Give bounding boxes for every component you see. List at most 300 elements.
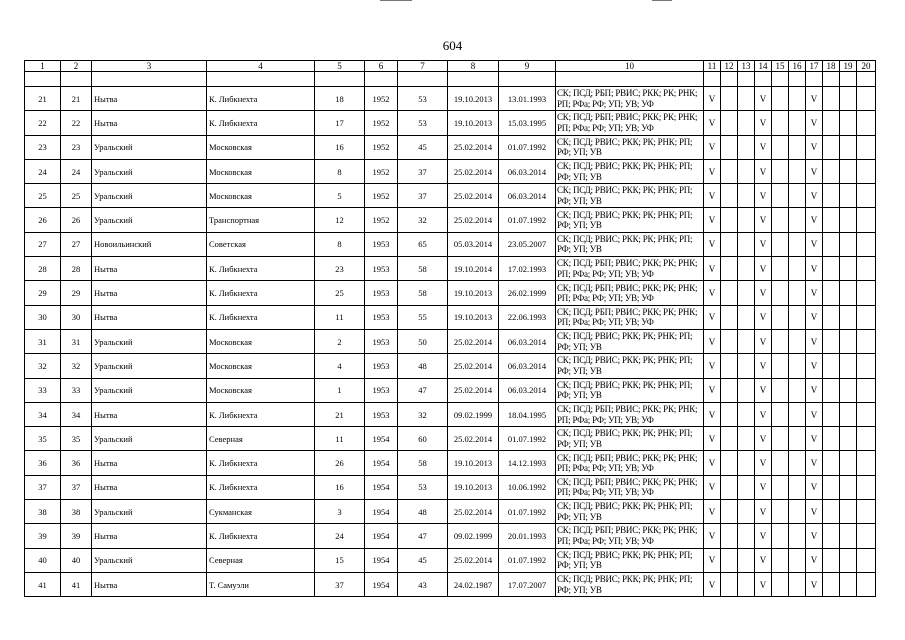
mark-cell-16 bbox=[789, 500, 806, 524]
street-cell: К. Либкнехта bbox=[207, 305, 315, 329]
mark-cell-11: V bbox=[704, 305, 721, 329]
mark-cell-14: V bbox=[755, 402, 772, 426]
codes-cell: СК; ПСД; РВИС; РКК; РК; РНК; РП; РФ; УП; УВ bbox=[556, 329, 704, 353]
cell-col-1: 35 bbox=[25, 427, 61, 451]
mark-cell-14: V bbox=[755, 524, 772, 548]
cell-col-1: 23 bbox=[25, 135, 61, 159]
cell-col-2: 41 bbox=[61, 572, 92, 596]
mark-cell-13 bbox=[738, 524, 755, 548]
mark-cell-18 bbox=[823, 572, 840, 596]
cell-col-1: 24 bbox=[25, 159, 61, 183]
mark-cell-17: V bbox=[806, 159, 823, 183]
cell-col-8: 25.02.2014 bbox=[448, 184, 499, 208]
cell-col-7: 45 bbox=[398, 135, 448, 159]
cell-col-7: 55 bbox=[398, 305, 448, 329]
mark-cell-17: V bbox=[806, 111, 823, 135]
mark-cell-16 bbox=[789, 208, 806, 232]
mark-cell-12 bbox=[721, 257, 738, 281]
cell-col-5: 4 bbox=[315, 354, 365, 378]
settlement-cell: Нытва bbox=[92, 475, 207, 499]
mark-cell-19 bbox=[840, 281, 857, 305]
mark-cell-15 bbox=[772, 451, 789, 475]
codes-cell: СК; ПСД; РВИС; РКК; РК; РНК; РП; РФ; УП; УВ bbox=[556, 135, 704, 159]
mark-cell-15 bbox=[772, 500, 789, 524]
table-row bbox=[25, 208, 876, 232]
settlement-cell: Уральский bbox=[92, 135, 207, 159]
column-header-18: 18 bbox=[823, 61, 840, 72]
cell-col-6: 1954 bbox=[365, 427, 398, 451]
cell-col-6: 1953 bbox=[365, 378, 398, 402]
mark-cell-20 bbox=[857, 87, 876, 111]
mark-cell-19 bbox=[840, 475, 857, 499]
cell-col-5: 11 bbox=[315, 305, 365, 329]
mark-cell-20 bbox=[857, 378, 876, 402]
cell-col-9: 23.05.2007 bbox=[499, 232, 556, 256]
cell-col-9: 06.03.2014 bbox=[499, 184, 556, 208]
mark-cell-15 bbox=[772, 232, 789, 256]
mark-cell-11: V bbox=[704, 354, 721, 378]
mark-cell-15 bbox=[772, 548, 789, 572]
cell-col-8: 25.02.2014 bbox=[448, 354, 499, 378]
cell-col-7: 48 bbox=[398, 354, 448, 378]
cell-col-2: 21 bbox=[61, 87, 92, 111]
settlement-cell: Уральский bbox=[92, 378, 207, 402]
mark-cell-11: V bbox=[704, 232, 721, 256]
cell-col-6: 1953 bbox=[365, 329, 398, 353]
mark-cell-20 bbox=[857, 524, 876, 548]
mark-cell-17: V bbox=[806, 87, 823, 111]
mark-cell-19 bbox=[840, 427, 857, 451]
cell-col-1: 37 bbox=[25, 475, 61, 499]
mark-cell-17: V bbox=[806, 354, 823, 378]
cell-col-8: 25.02.2014 bbox=[448, 427, 499, 451]
cell-col-7: 53 bbox=[398, 87, 448, 111]
column-header-19: 19 bbox=[840, 61, 857, 72]
mark-cell-17: V bbox=[806, 208, 823, 232]
cell-col-1: 31 bbox=[25, 329, 61, 353]
cell-col-2: 29 bbox=[61, 281, 92, 305]
codes-cell: СК; ПСД; РВИС; РКК; РК; РНК; РП; РФ; УП; УВ bbox=[556, 232, 704, 256]
cell-col-7: 37 bbox=[398, 159, 448, 183]
mark-cell-16 bbox=[789, 135, 806, 159]
column-header-8: 8 bbox=[448, 61, 499, 72]
mark-cell-16 bbox=[789, 427, 806, 451]
mark-cell-20 bbox=[857, 427, 876, 451]
mark-cell-11: V bbox=[704, 111, 721, 135]
table-row bbox=[25, 111, 876, 135]
cell-col-2: 28 bbox=[61, 257, 92, 281]
mark-cell-16 bbox=[789, 402, 806, 426]
table-row bbox=[25, 402, 876, 426]
cell-col-9: 01.07.1992 bbox=[499, 427, 556, 451]
mark-cell-16 bbox=[789, 524, 806, 548]
codes-cell: СК; ПСД; РВИС; РКК; РК; РНК; РП; РФ; УП; УВ bbox=[556, 184, 704, 208]
mark-cell-14: V bbox=[755, 159, 772, 183]
cell-col-6: 1952 bbox=[365, 208, 398, 232]
street-cell: Московская bbox=[207, 329, 315, 353]
cell-col-9: 17.07.2007 bbox=[499, 572, 556, 596]
mark-cell-15 bbox=[772, 524, 789, 548]
mark-cell-18 bbox=[823, 305, 840, 329]
settlement-cell: Уральский bbox=[92, 500, 207, 524]
cell-col-9: 13.01.1993 bbox=[499, 87, 556, 111]
mark-cell-13 bbox=[738, 257, 755, 281]
settlement-cell: Новоильинский bbox=[92, 232, 207, 256]
mark-cell-12 bbox=[721, 500, 738, 524]
cell-col-6: 1953 bbox=[365, 402, 398, 426]
cell-col-6: 1954 bbox=[365, 475, 398, 499]
cell-col-9: 01.07.1992 bbox=[499, 135, 556, 159]
cell-col-1: 21 bbox=[25, 87, 61, 111]
cell-col-1: 40 bbox=[25, 548, 61, 572]
cell-col-1: 30 bbox=[25, 305, 61, 329]
table-row bbox=[25, 548, 876, 572]
mark-cell-20 bbox=[857, 402, 876, 426]
cell-col-9: 06.03.2014 bbox=[499, 329, 556, 353]
settlement-cell: Нытва bbox=[92, 305, 207, 329]
cell-col-7: 47 bbox=[398, 524, 448, 548]
mark-cell-13 bbox=[738, 281, 755, 305]
cell-col-8: 19.10.2014 bbox=[448, 257, 499, 281]
mark-cell-20 bbox=[857, 305, 876, 329]
mark-cell-13 bbox=[738, 548, 755, 572]
mark-cell-11: V bbox=[704, 402, 721, 426]
mark-cell-14: V bbox=[755, 305, 772, 329]
mark-cell-14: V bbox=[755, 475, 772, 499]
mark-cell-20 bbox=[857, 232, 876, 256]
cell-col-9: 06.03.2014 bbox=[499, 354, 556, 378]
codes-cell: СК; ПСД; РБП; РВИС; РКК; РК; РНК; РП; РФа; РФ; УП; УВ; УФ bbox=[556, 257, 704, 281]
table-row bbox=[25, 257, 876, 281]
mark-cell-14: V bbox=[755, 548, 772, 572]
cell-col-6: 1953 bbox=[365, 354, 398, 378]
mark-cell-12 bbox=[721, 329, 738, 353]
cell-col-1: 38 bbox=[25, 500, 61, 524]
mark-cell-12 bbox=[721, 402, 738, 426]
cell-col-8: 19.10.2013 bbox=[448, 451, 499, 475]
street-cell: Северная bbox=[207, 548, 315, 572]
mark-cell-19 bbox=[840, 257, 857, 281]
mark-cell-18 bbox=[823, 354, 840, 378]
cell-col-8: 25.02.2014 bbox=[448, 135, 499, 159]
mark-cell-20 bbox=[857, 208, 876, 232]
mark-cell-11: V bbox=[704, 524, 721, 548]
column-header-11: 11 bbox=[704, 61, 721, 72]
column-header-6: 6 bbox=[365, 61, 398, 72]
codes-cell: СК; ПСД; РВИС; РКК; РК; РНК; РП; РФ; УП; УВ bbox=[556, 572, 704, 596]
cell-col-6: 1954 bbox=[365, 451, 398, 475]
cell-col-9: 01.07.1992 bbox=[499, 208, 556, 232]
mark-cell-18 bbox=[823, 208, 840, 232]
table-row bbox=[25, 329, 876, 353]
cell-col-9: 22.06.1993 bbox=[499, 305, 556, 329]
mark-cell-11: V bbox=[704, 548, 721, 572]
mark-cell-17: V bbox=[806, 329, 823, 353]
mark-cell-11: V bbox=[704, 184, 721, 208]
cell-col-6: 1953 bbox=[365, 281, 398, 305]
mark-cell-15 bbox=[772, 329, 789, 353]
cell-col-6: 1952 bbox=[365, 87, 398, 111]
top-edge-mark bbox=[652, 0, 672, 1]
mark-cell-19 bbox=[840, 159, 857, 183]
mark-cell-20 bbox=[857, 475, 876, 499]
cell-col-9: 01.07.1992 bbox=[499, 500, 556, 524]
mark-cell-16 bbox=[789, 184, 806, 208]
settlement-cell: Уральский bbox=[92, 329, 207, 353]
cell-col-5: 17 bbox=[315, 111, 365, 135]
codes-cell: СК; ПСД; РБП; РВИС; РКК; РК; РНК; РП; РФа; РФ; УП; УВ; УФ bbox=[556, 451, 704, 475]
cell-col-5: 25 bbox=[315, 281, 365, 305]
street-cell: К. Либкнехта bbox=[207, 281, 315, 305]
mark-cell-20 bbox=[857, 111, 876, 135]
mark-cell-18 bbox=[823, 402, 840, 426]
street-cell: Московская bbox=[207, 159, 315, 183]
mark-cell-20 bbox=[857, 135, 876, 159]
mark-cell-16 bbox=[789, 232, 806, 256]
column-header-14: 14 bbox=[755, 61, 772, 72]
mark-cell-19 bbox=[840, 232, 857, 256]
mark-cell-11: V bbox=[704, 500, 721, 524]
mark-cell-11: V bbox=[704, 135, 721, 159]
mark-cell-14: V bbox=[755, 427, 772, 451]
mark-cell-14: V bbox=[755, 135, 772, 159]
cell-col-1: 22 bbox=[25, 111, 61, 135]
mark-cell-17: V bbox=[806, 427, 823, 451]
mark-cell-13 bbox=[738, 232, 755, 256]
top-edge-mark bbox=[380, 0, 412, 1]
cell-col-8: 19.10.2013 bbox=[448, 475, 499, 499]
mark-cell-19 bbox=[840, 208, 857, 232]
cell-col-1: 41 bbox=[25, 572, 61, 596]
mark-cell-16 bbox=[789, 378, 806, 402]
mark-cell-20 bbox=[857, 281, 876, 305]
mark-cell-15 bbox=[772, 159, 789, 183]
mark-cell-19 bbox=[840, 354, 857, 378]
cell-col-7: 53 bbox=[398, 475, 448, 499]
mark-cell-19 bbox=[840, 524, 857, 548]
mark-cell-20 bbox=[857, 184, 876, 208]
mark-cell-18 bbox=[823, 427, 840, 451]
mark-cell-13 bbox=[738, 208, 755, 232]
mark-cell-18 bbox=[823, 159, 840, 183]
cell-col-2: 24 bbox=[61, 159, 92, 183]
mark-cell-12 bbox=[721, 281, 738, 305]
cell-col-2: 35 bbox=[61, 427, 92, 451]
mark-cell-12 bbox=[721, 111, 738, 135]
mark-cell-12 bbox=[721, 548, 738, 572]
cell-col-5: 12 bbox=[315, 208, 365, 232]
mark-cell-12 bbox=[721, 87, 738, 111]
cell-col-6: 1953 bbox=[365, 305, 398, 329]
cell-col-2: 40 bbox=[61, 548, 92, 572]
table-row bbox=[25, 232, 876, 256]
cell-col-8: 24.02.1987 bbox=[448, 572, 499, 596]
cell-col-2: 26 bbox=[61, 208, 92, 232]
mark-cell-15 bbox=[772, 427, 789, 451]
codes-cell: СК; ПСД; РВИС; РКК; РК; РНК; РП; РФ; УП; УВ bbox=[556, 354, 704, 378]
table-row bbox=[25, 281, 876, 305]
mark-cell-19 bbox=[840, 135, 857, 159]
table-row bbox=[25, 354, 876, 378]
mark-cell-15 bbox=[772, 111, 789, 135]
cell-col-8: 25.02.2014 bbox=[448, 329, 499, 353]
mark-cell-13 bbox=[738, 329, 755, 353]
mark-cell-17: V bbox=[806, 572, 823, 596]
street-cell: Сукманская bbox=[207, 500, 315, 524]
cell-col-6: 1954 bbox=[365, 500, 398, 524]
cell-col-6: 1953 bbox=[365, 232, 398, 256]
mark-cell-11: V bbox=[704, 208, 721, 232]
mark-cell-17: V bbox=[806, 232, 823, 256]
cell-col-9: 06.03.2014 bbox=[499, 159, 556, 183]
mark-cell-12 bbox=[721, 354, 738, 378]
settlement-cell: Уральский bbox=[92, 208, 207, 232]
cell-col-2: 27 bbox=[61, 232, 92, 256]
mark-cell-13 bbox=[738, 305, 755, 329]
mark-cell-18 bbox=[823, 524, 840, 548]
cell-col-7: 53 bbox=[398, 111, 448, 135]
cell-col-9: 14.12.1993 bbox=[499, 451, 556, 475]
street-cell: К. Либкнехта bbox=[207, 257, 315, 281]
mark-cell-20 bbox=[857, 548, 876, 572]
cell-col-5: 21 bbox=[315, 402, 365, 426]
mark-cell-14: V bbox=[755, 184, 772, 208]
mark-cell-19 bbox=[840, 378, 857, 402]
mark-cell-11: V bbox=[704, 281, 721, 305]
codes-cell: СК; ПСД; РВИС; РКК; РК; РНК; РП; РФ; УП; УВ bbox=[556, 159, 704, 183]
mark-cell-14: V bbox=[755, 257, 772, 281]
mark-cell-20 bbox=[857, 451, 876, 475]
cell-col-8: 19.10.2013 bbox=[448, 281, 499, 305]
cell-col-2: 34 bbox=[61, 402, 92, 426]
settlement-cell: Нытва bbox=[92, 281, 207, 305]
mark-cell-15 bbox=[772, 208, 789, 232]
codes-cell: СК; ПСД; РВИС; РКК; РК; РНК; РП; РФ; УП; УВ bbox=[556, 427, 704, 451]
cell-col-7: 48 bbox=[398, 500, 448, 524]
mark-cell-18 bbox=[823, 87, 840, 111]
column-header-4: 4 bbox=[207, 61, 315, 72]
cell-col-1: 27 bbox=[25, 232, 61, 256]
cell-col-6: 1954 bbox=[365, 572, 398, 596]
table-row bbox=[25, 378, 876, 402]
cell-col-9: 20.01.1993 bbox=[499, 524, 556, 548]
cell-col-2: 32 bbox=[61, 354, 92, 378]
mark-cell-13 bbox=[738, 111, 755, 135]
cell-col-8: 25.02.2014 bbox=[448, 500, 499, 524]
column-header-12: 12 bbox=[721, 61, 738, 72]
spacer-row bbox=[25, 72, 876, 87]
mark-cell-15 bbox=[772, 354, 789, 378]
mark-cell-14: V bbox=[755, 378, 772, 402]
mark-cell-17: V bbox=[806, 257, 823, 281]
mark-cell-19 bbox=[840, 548, 857, 572]
mark-cell-17: V bbox=[806, 402, 823, 426]
street-cell: Московская bbox=[207, 354, 315, 378]
cell-col-2: 31 bbox=[61, 329, 92, 353]
street-cell: К. Либкнехта bbox=[207, 475, 315, 499]
codes-cell: СК; ПСД; РБП; РВИС; РКК; РК; РНК; РП; РФа; РФ; УП; УВ; УФ bbox=[556, 524, 704, 548]
street-cell: Советская bbox=[207, 232, 315, 256]
cell-col-9: 17.02.1993 bbox=[499, 257, 556, 281]
cell-col-1: 28 bbox=[25, 257, 61, 281]
mark-cell-13 bbox=[738, 572, 755, 596]
mark-cell-13 bbox=[738, 378, 755, 402]
page-number: 604 bbox=[442, 38, 463, 53]
mark-cell-11: V bbox=[704, 378, 721, 402]
codes-cell: СК; ПСД; РБП; РВИС; РКК; РК; РНК; РП; РФа; РФ; УП; УВ; УФ bbox=[556, 87, 704, 111]
mark-cell-11: V bbox=[704, 475, 721, 499]
mark-cell-13 bbox=[738, 159, 755, 183]
cell-col-9: 06.03.2014 bbox=[499, 378, 556, 402]
cell-col-7: 45 bbox=[398, 548, 448, 572]
table-row bbox=[25, 451, 876, 475]
mark-cell-11: V bbox=[704, 87, 721, 111]
mark-cell-12 bbox=[721, 208, 738, 232]
mark-cell-16 bbox=[789, 257, 806, 281]
column-header-2: 2 bbox=[61, 61, 92, 72]
mark-cell-17: V bbox=[806, 475, 823, 499]
table-row bbox=[25, 572, 876, 596]
cell-col-8: 19.10.2013 bbox=[448, 87, 499, 111]
cell-col-2: 22 bbox=[61, 111, 92, 135]
codes-cell: СК; ПСД; РБП; РВИС; РКК; РК; РНК; РП; РФа; РФ; УП; УВ; УФ bbox=[556, 475, 704, 499]
mark-cell-16 bbox=[789, 548, 806, 572]
street-cell: Московская bbox=[207, 135, 315, 159]
cell-col-9: 18.04.1995 bbox=[499, 402, 556, 426]
cell-col-5: 3 bbox=[315, 500, 365, 524]
mark-cell-19 bbox=[840, 402, 857, 426]
mark-cell-14: V bbox=[755, 572, 772, 596]
mark-cell-16 bbox=[789, 475, 806, 499]
cell-col-7: 58 bbox=[398, 451, 448, 475]
cell-col-2: 39 bbox=[61, 524, 92, 548]
column-header-5: 5 bbox=[315, 61, 365, 72]
settlement-cell: Нытва bbox=[92, 87, 207, 111]
mark-cell-14: V bbox=[755, 281, 772, 305]
codes-cell: СК; ПСД; РВИС; РКК; РК; РНК; РП; РФ; УП; УВ bbox=[556, 500, 704, 524]
table-row bbox=[25, 135, 876, 159]
mark-cell-16 bbox=[789, 159, 806, 183]
mark-cell-16 bbox=[789, 329, 806, 353]
mark-cell-12 bbox=[721, 427, 738, 451]
cell-col-9: 10.06.1992 bbox=[499, 475, 556, 499]
mark-cell-12 bbox=[721, 572, 738, 596]
settlement-cell: Уральский bbox=[92, 354, 207, 378]
mark-cell-14: V bbox=[755, 451, 772, 475]
mark-cell-12 bbox=[721, 305, 738, 329]
cell-col-7: 65 bbox=[398, 232, 448, 256]
mark-cell-13 bbox=[738, 87, 755, 111]
mark-cell-11: V bbox=[704, 572, 721, 596]
table-row bbox=[25, 427, 876, 451]
registry-table bbox=[24, 60, 876, 597]
mark-cell-15 bbox=[772, 257, 789, 281]
cell-col-2: 36 bbox=[61, 451, 92, 475]
cell-col-6: 1952 bbox=[365, 159, 398, 183]
codes-cell: СК; ПСД; РВИС; РКК; РК; РНК; РП; РФ; УП; УВ bbox=[556, 378, 704, 402]
mark-cell-18 bbox=[823, 135, 840, 159]
mark-cell-16 bbox=[789, 305, 806, 329]
mark-cell-15 bbox=[772, 281, 789, 305]
mark-cell-16 bbox=[789, 87, 806, 111]
cell-col-1: 26 bbox=[25, 208, 61, 232]
cell-col-7: 58 bbox=[398, 257, 448, 281]
cell-col-2: 37 bbox=[61, 475, 92, 499]
mark-cell-15 bbox=[772, 475, 789, 499]
mark-cell-11: V bbox=[704, 427, 721, 451]
mark-cell-20 bbox=[857, 329, 876, 353]
mark-cell-17: V bbox=[806, 524, 823, 548]
